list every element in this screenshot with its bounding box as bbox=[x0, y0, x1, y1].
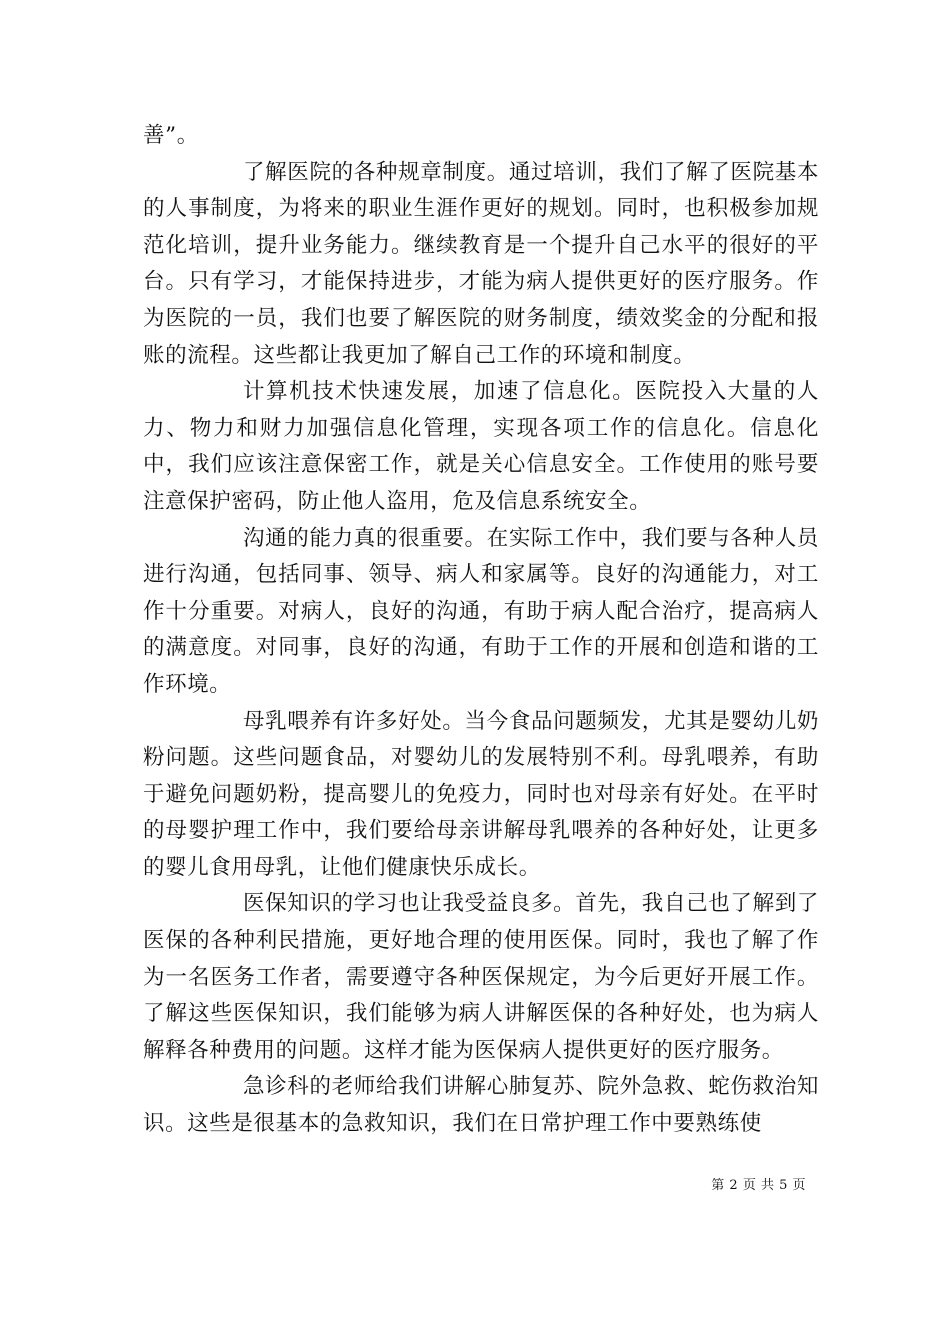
page-number: 第 2 页 共 5 页 bbox=[711, 1178, 806, 1193]
document-body bbox=[143, 118, 819, 1143]
paragraph-hospital-regulations: 了解医院的各种规章制度。通过培训，我们了解了医院基本的人事制度，为将来的职业生涯作更好的规划。同时，也积极参加规范化培训，提升业务能力。继续教育是一个提升自己水平的很好的平台。只有学习，才能保持进步，才能为病人提供更好的医疗服务。作为医院的一员，我们也要了解医院的财务制度，绩效奖金的分配和报账的流程。这些都让我更加了解自己工作的环境和制度。 bbox=[143, 159, 819, 368]
paragraph-communication: 沟通的能力真的很重要。在实际工作中，我们要与各种人员进行沟通，包括同事、领导、病人和家属等。良好的沟通能力，对工作十分重要。对病人，良好的沟通，有助于病人配合治疗，提高病人的满意度。对同事，良好的沟通，有助于工作的开展和创造和谐的工作环境。 bbox=[143, 525, 819, 697]
paragraph-information-security: 计算机技术快速发展，加速了信息化。医院投入大量的人力、物力和财力加强信息化管理，实现各项工作的信息化。信息化中，我们应该注意保密工作，就是关心信息安全。工作使用的账号要注意保护密码，防止他人盗用，危及信息系统安全。 bbox=[143, 379, 819, 514]
paragraph-continuation: 善”。 bbox=[143, 123, 199, 148]
paragraph-emergency-training: 急诊科的老师给我们讲解心肺复苏、院外急救、蛇伤救治知识。这些是很基本的急救知识，我们在日常护理工作中要熟练使 bbox=[143, 1074, 819, 1137]
paragraph-breastfeeding: 母乳喂养有许多好处。当今食品问题频发，尤其是婴幼儿奶粉问题。这些问题食品，对婴幼儿的发展特别不利。母乳喂养，有助于避免问题奶粉，提高婴儿的免疫力，同时也对母亲有好处。在平时的母婴护理工作中，我们要给母亲讲解母乳喂养的各种好处，让更多的婴儿食用母乳，让他们健康快乐成长。 bbox=[143, 708, 819, 880]
paragraph-medical-insurance: 医保知识的学习也让我受益良多。首先，我自己也了解到了医保的各种利民措施，更好地合理的使用医保。同时，我也了解了作为一名医务工作者，需要遵守各种医保规定，为今后更好开展工作。了解这些医保知识，我们能够为病人讲解医保的各种好处，也为病人解释各种费用的问题。这样才能为医保病人提供更好的医疗服务。 bbox=[143, 891, 819, 1063]
